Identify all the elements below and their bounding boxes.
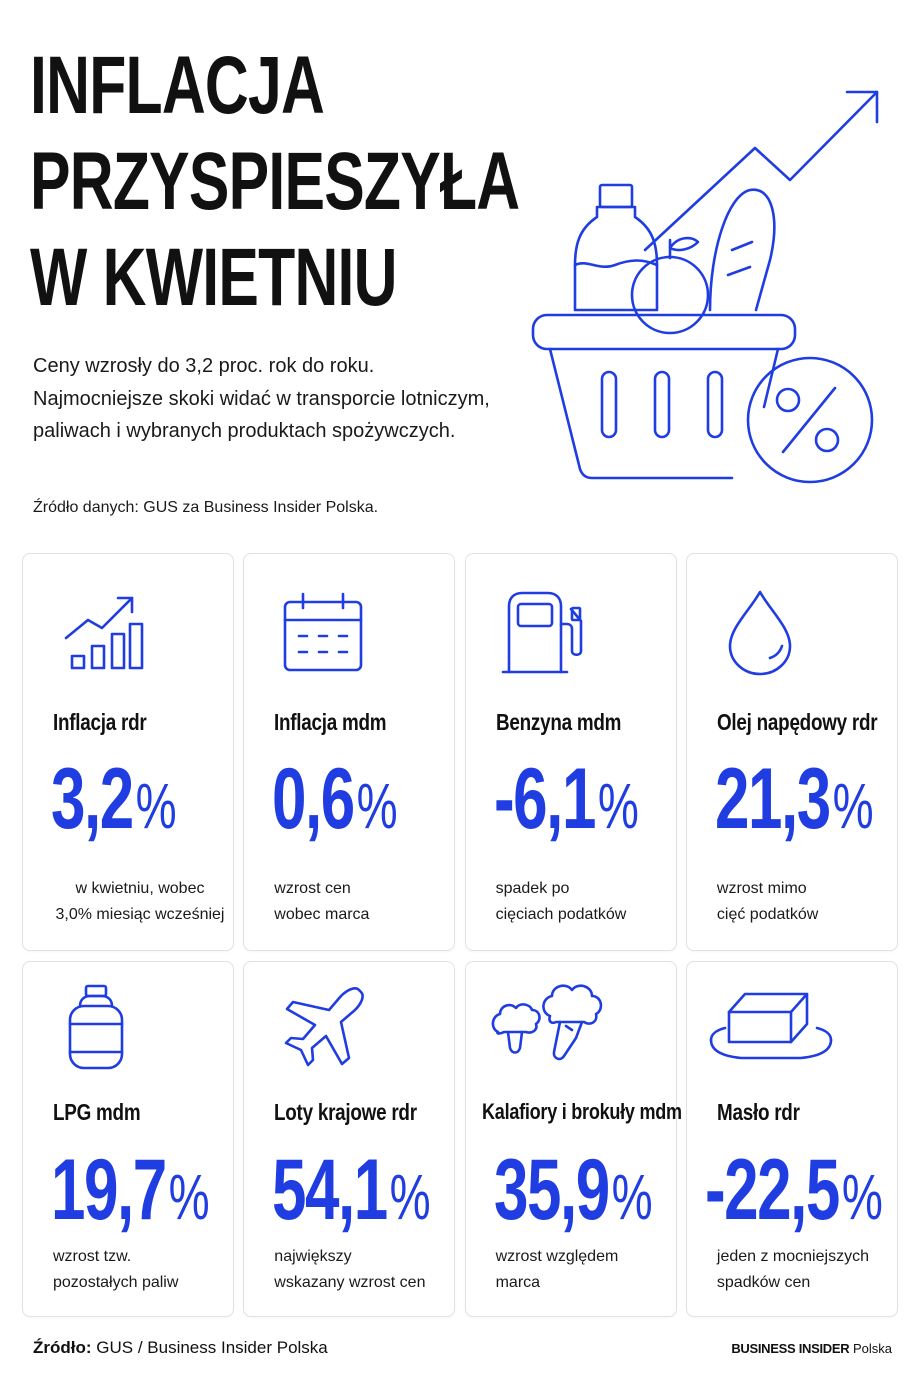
stat-number: 21,3 bbox=[714, 751, 830, 847]
footer-source-text: GUS / Business Insider Polska bbox=[91, 1338, 328, 1357]
stat-description-line: wobec marca bbox=[274, 905, 370, 923]
stat-card-cauliflower-broccoli-mom bbox=[465, 961, 682, 1317]
stat-number: 19,7 bbox=[51, 1142, 166, 1238]
stat-description-line: spadek po bbox=[495, 880, 570, 897]
stat-unit: % bbox=[611, 1161, 653, 1233]
fuel-pump-icon bbox=[501, 586, 591, 676]
stat-description bbox=[53, 1244, 233, 1295]
stat-description-line: wzrost tzw. bbox=[53, 1248, 132, 1265]
stats-grid bbox=[22, 553, 898, 1317]
stat-description-line: cięć podatków bbox=[716, 905, 819, 923]
footer-source-label: Źródło: bbox=[33, 1338, 92, 1357]
calendar-icon bbox=[279, 586, 369, 676]
stat-description bbox=[274, 1244, 454, 1295]
stat-label: Kalafiory i brokuły mdm bbox=[481, 1099, 682, 1124]
butter-icon bbox=[707, 982, 837, 1072]
stat-card-diesel-yoy bbox=[686, 553, 898, 951]
stat-card-inflation-mom bbox=[243, 553, 455, 951]
stat-unit: % bbox=[168, 1161, 210, 1233]
stat-card-petrol-mom bbox=[465, 553, 677, 951]
stat-label: Inflacja mdm bbox=[274, 709, 387, 735]
stat-description bbox=[274, 876, 454, 927]
stat-description-line: pozostałych paliw bbox=[53, 1273, 179, 1291]
stat-card-inflation-yoy bbox=[22, 553, 234, 951]
stat-number: 35,9 bbox=[493, 1142, 609, 1238]
brand-logo bbox=[731, 1341, 892, 1356]
page-title bbox=[30, 38, 519, 326]
stat-description bbox=[496, 1244, 676, 1295]
stat-number: -22,5 bbox=[704, 1142, 839, 1238]
stat-description-line: wzrost mimo bbox=[716, 880, 807, 897]
title-line-3: W KWIETNIU bbox=[30, 232, 397, 323]
oil-drop-icon bbox=[722, 586, 812, 676]
stat-value bbox=[705, 1140, 883, 1247]
brand-name: BUSINESS INSIDER bbox=[731, 1341, 850, 1356]
stat-description-line: wskazany wzrost cen bbox=[274, 1273, 426, 1291]
intro-text: Ceny wzrosły do 3,2 proc. rok do roku. Najmocniejsze skoki widać w transporcie lotniczym, paliwach i wybranych produktach spożywczych. bbox=[33, 355, 490, 442]
stat-value bbox=[51, 1140, 210, 1247]
bar-chart-up-icon bbox=[58, 586, 148, 676]
stat-label: Loty krajowe rdr bbox=[274, 1099, 418, 1125]
stat-card-domestic-flights-yoy bbox=[243, 961, 455, 1317]
stat-label: Benzyna mdm bbox=[495, 709, 621, 735]
stat-card-butter-yoy bbox=[686, 961, 898, 1317]
broccoli-icon bbox=[486, 982, 616, 1072]
stat-description-line: w kwietniu, wobec bbox=[75, 880, 205, 897]
stat-label: Olej napędowy rdr bbox=[716, 709, 878, 735]
stat-label: LPG mdm bbox=[53, 1099, 141, 1125]
stat-description-line: jeden z mocniejszych bbox=[716, 1248, 869, 1265]
grocery-basket-hero-icon bbox=[525, 80, 885, 490]
stat-value bbox=[494, 749, 639, 856]
footer-source bbox=[33, 1338, 328, 1358]
stat-unit: % bbox=[356, 770, 398, 842]
stat-description bbox=[496, 876, 676, 927]
stat-unit: % bbox=[389, 1161, 431, 1233]
stat-description-line: wzrost cen bbox=[274, 880, 351, 897]
gas-cylinder-icon bbox=[58, 982, 148, 1072]
stat-label: Inflacja rdr bbox=[53, 709, 147, 735]
stat-unit: % bbox=[832, 770, 874, 842]
stat-value bbox=[715, 749, 874, 856]
stat-description-line: marca bbox=[495, 1273, 541, 1291]
stat-description bbox=[717, 1244, 897, 1295]
stat-value bbox=[494, 1140, 653, 1247]
stat-value bbox=[272, 749, 398, 856]
stat-description-line: wzrost względem bbox=[495, 1248, 619, 1265]
stat-value bbox=[272, 1140, 431, 1247]
stat-description-line: cięciach podatków bbox=[495, 905, 627, 923]
stat-unit: % bbox=[841, 1161, 883, 1233]
stat-description bbox=[45, 876, 235, 927]
stat-description-line: największy bbox=[274, 1248, 352, 1265]
data-source-note: Źródło danych: GUS za Business Insider Polska. bbox=[33, 499, 379, 516]
stat-number: 3,2 bbox=[51, 751, 133, 847]
brand-suffix: Polska bbox=[852, 1341, 892, 1356]
stat-label: Masło rdr bbox=[716, 1099, 800, 1125]
title-line-2: PRZYSPIESZYŁA bbox=[30, 136, 520, 227]
stat-description-line: spadków cen bbox=[716, 1273, 811, 1291]
stat-value bbox=[51, 749, 177, 856]
stat-description bbox=[717, 876, 897, 927]
stat-unit: % bbox=[597, 770, 639, 842]
stat-number: 54,1 bbox=[272, 1142, 388, 1238]
stat-number: -6,1 bbox=[493, 751, 595, 847]
stat-description-line: 3,0% miesiąc wcześniej bbox=[55, 905, 225, 923]
stat-unit: % bbox=[135, 770, 177, 842]
stat-card-lpg-mom bbox=[22, 961, 234, 1317]
title-line-1: INFLACJA bbox=[30, 40, 325, 131]
stat-number: 0,6 bbox=[272, 751, 355, 847]
airplane-icon bbox=[279, 982, 369, 1072]
